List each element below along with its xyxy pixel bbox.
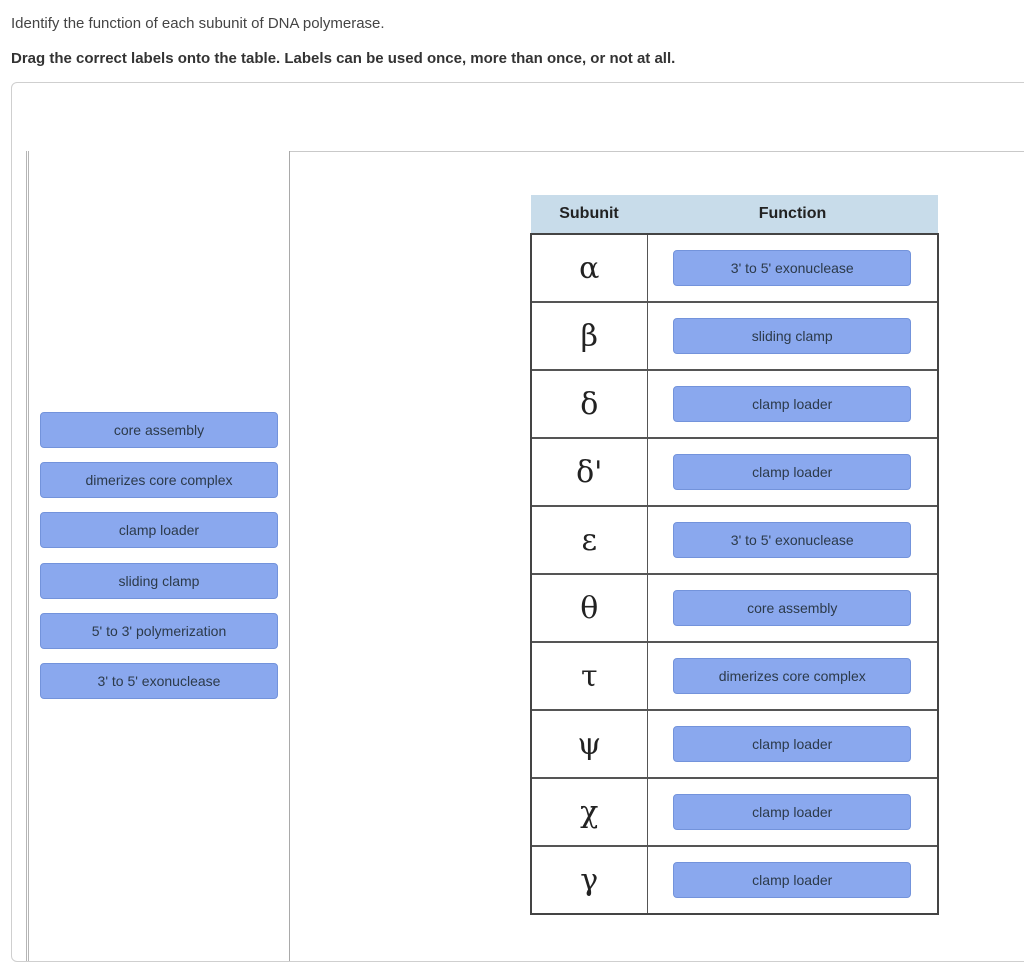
table-row bbox=[531, 710, 938, 778]
placed-label[interactable]: core assembly bbox=[673, 590, 911, 626]
table-row bbox=[531, 438, 938, 506]
placed-label[interactable]: clamp loader bbox=[673, 862, 911, 898]
placed-label[interactable]: sliding clamp bbox=[673, 318, 911, 354]
subunit-symbol: γ bbox=[531, 846, 647, 914]
table-row bbox=[531, 642, 938, 710]
bank-label-clamp-loader[interactable]: clamp loader bbox=[40, 512, 278, 548]
drop-zone[interactable] bbox=[647, 370, 938, 438]
subunit-symbol: θ bbox=[531, 574, 647, 642]
drop-zone[interactable] bbox=[647, 506, 938, 574]
subunit-symbol: χ bbox=[531, 778, 647, 846]
drop-zone[interactable] bbox=[647, 846, 938, 914]
bank-label-core-assembly[interactable]: core assembly bbox=[40, 412, 278, 448]
table-row bbox=[531, 506, 938, 574]
table-row bbox=[531, 574, 938, 642]
question-directions: Drag the correct labels onto the table. Labels can be used once, more than once, or not at all. bbox=[11, 50, 676, 67]
subunit-symbol: ε bbox=[531, 506, 647, 574]
table-row bbox=[531, 778, 938, 846]
question-instruction: Identify the function of each subunit of DNA polymerase. bbox=[11, 15, 385, 32]
subunit-symbol: α bbox=[531, 234, 647, 302]
placed-label[interactable]: dimerizes core complex bbox=[673, 658, 911, 694]
table-row bbox=[531, 846, 938, 914]
bank-label-dimerizes-core-complex[interactable]: dimerizes core complex bbox=[40, 462, 278, 498]
drop-zone[interactable] bbox=[647, 438, 938, 506]
label-bank bbox=[26, 151, 290, 961]
table-row bbox=[531, 234, 938, 302]
subunit-symbol: β bbox=[531, 302, 647, 370]
placed-label[interactable]: clamp loader bbox=[673, 794, 911, 830]
subunit-function-table bbox=[530, 195, 939, 915]
placed-label[interactable]: clamp loader bbox=[673, 454, 911, 490]
table-row bbox=[531, 370, 938, 438]
placed-label[interactable]: clamp loader bbox=[673, 386, 911, 422]
header-function: Function bbox=[647, 195, 938, 234]
subunit-symbol: δ' bbox=[531, 438, 647, 506]
placed-label[interactable]: 3' to 5' exonuclease bbox=[673, 250, 911, 286]
bank-label-3-to-5-exonuclease[interactable]: 3' to 5' exonuclease bbox=[40, 663, 278, 699]
subunit-symbol: ψ bbox=[531, 710, 647, 778]
header-subunit: Subunit bbox=[531, 195, 647, 234]
drop-zone[interactable] bbox=[647, 710, 938, 778]
drop-zone[interactable] bbox=[647, 302, 938, 370]
bank-label-5-to-3-polymerization[interactable]: 5' to 3' polymerization bbox=[40, 613, 278, 649]
drop-zone[interactable] bbox=[647, 574, 938, 642]
subunit-symbol: τ bbox=[531, 642, 647, 710]
placed-label[interactable]: clamp loader bbox=[673, 726, 911, 762]
placed-label[interactable]: 3' to 5' exonuclease bbox=[673, 522, 911, 558]
drop-zone[interactable] bbox=[647, 234, 938, 302]
table-row bbox=[531, 302, 938, 370]
bank-label-sliding-clamp[interactable]: sliding clamp bbox=[40, 563, 278, 599]
drop-zone[interactable] bbox=[647, 778, 938, 846]
subunit-symbol: δ bbox=[531, 370, 647, 438]
drop-zone[interactable] bbox=[647, 642, 938, 710]
